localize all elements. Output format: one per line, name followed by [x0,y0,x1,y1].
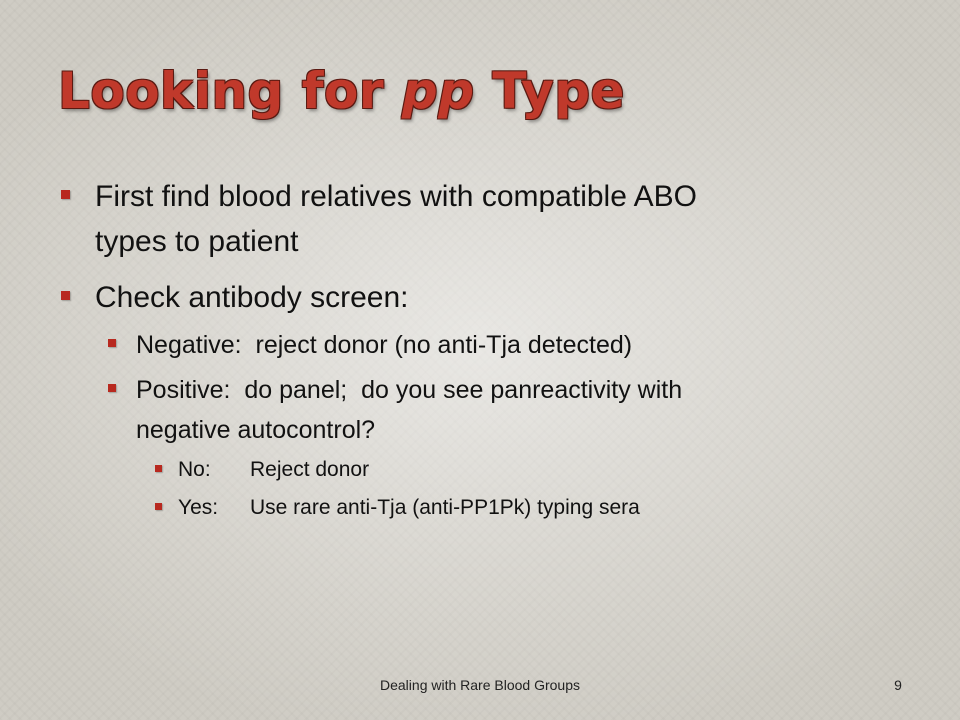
bullet-description: Reject donor [250,458,370,481]
square-bullet-icon [108,339,116,347]
square-bullet-icon [155,465,162,472]
slide-footer: Dealing with Rare Blood Groups [380,677,580,693]
subsubbullet-yes [178,491,640,525]
subbullet-positive [136,370,682,450]
square-bullet-icon [61,190,70,199]
page-number: 9 [894,677,902,693]
slide-title [58,56,625,126]
bullet-text-line: First find blood relatives with compatible ABO [95,180,697,213]
bullet-text-line: Negative: reject donor (no anti-Tja detected) [136,331,633,359]
bullet-antibody-screen [95,275,409,320]
title-text-end: Type [474,62,625,120]
bullet-term: No: [178,458,211,481]
bullet-term: Yes: [178,496,219,519]
title-italic-text: pp [401,62,475,120]
bullet-text-line: Positive: do panel; do you see panreactivity with [136,376,683,404]
square-bullet-icon [61,291,70,300]
bullet-text-line: Check antibody screen: [95,281,409,314]
subsubbullet-no [178,453,369,487]
subbullet-negative [136,325,632,365]
title-text-start: Looking for [58,62,402,120]
bullet-text-line: types to patient [95,225,299,258]
bullet-description: Use rare anti-Tja (anti-PP1Pk) typing sera [250,496,640,519]
square-bullet-icon [155,503,162,510]
bullet-text-line: negative autocontrol? [136,416,376,444]
square-bullet-icon [108,384,116,392]
bullet-blood-relatives [95,174,697,264]
